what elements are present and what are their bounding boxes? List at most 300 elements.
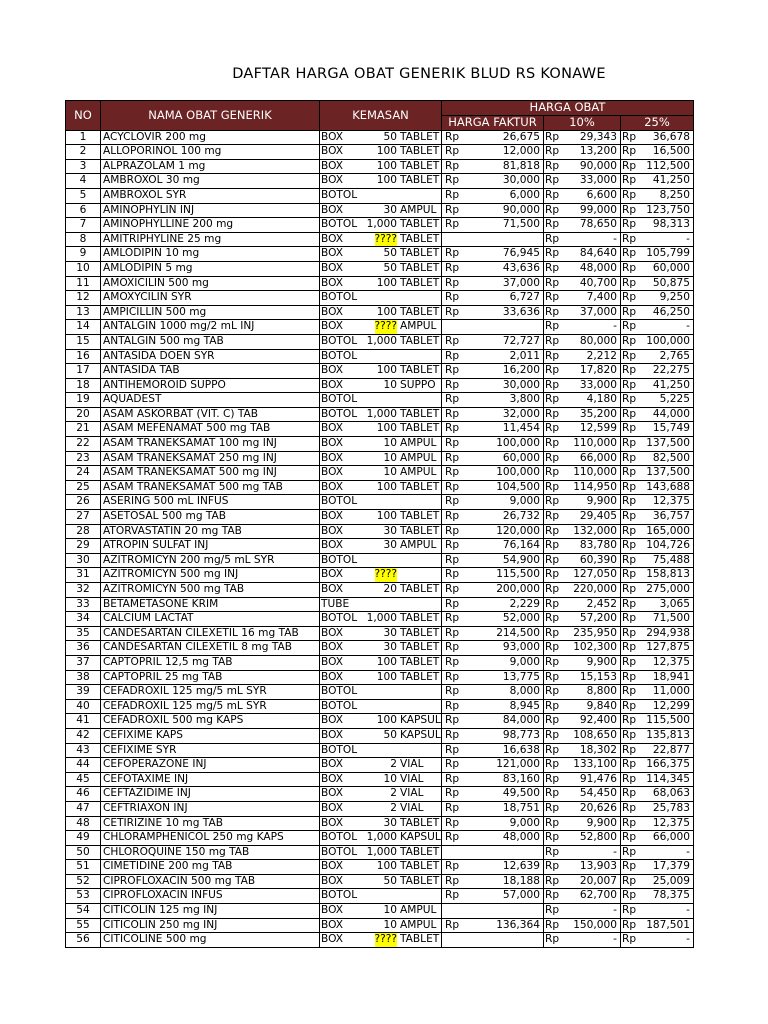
currency-label: Rp [545,583,560,595]
price-10pct-value: 8,800 [586,685,617,698]
price-25pct-cell [621,524,694,539]
table-row [66,174,694,189]
header-25pct: 25% [621,115,694,130]
currency-label: Rp [622,159,637,172]
package-unit: TABLET [400,247,440,260]
currency-label: Rp [622,495,637,508]
currency-label: Rp [622,378,637,391]
harga-faktur-value: 33,636 [502,305,540,318]
package-type: BOX [321,480,343,493]
price-10pct-value: 7,400 [586,291,617,304]
price-25pct-value: 104,726 [646,539,690,552]
drug-name: ASAM TRANEKSAMAT 500 mg TAB [101,480,320,495]
price-10pct-value: 33,000 [579,378,617,391]
harga-faktur-value: 30,000 [502,378,540,391]
row-no: 22 [66,437,101,452]
package-qty: 10 [383,904,397,917]
package-unit: VIAL [400,787,424,800]
package-qty: 1,000 [366,845,397,858]
row-no: 16 [66,349,101,364]
price-10pct-cell [544,685,621,700]
package-type: BOX [321,816,343,829]
currency-label: Rp [622,743,637,756]
drug-name: ANTALGIN 500 mg TAB [101,334,320,349]
price-10pct-cell [544,933,621,948]
price-10pct-value: 18,302 [579,743,617,756]
package-type: BOX [321,655,343,668]
table-row [66,393,694,408]
price-25pct-cell [621,510,694,525]
packaging [320,612,442,627]
currency-label: Rp [445,539,460,552]
currency-label: Rp [445,334,460,347]
price-10pct-cell [544,291,621,306]
package-qty: 50 [383,728,397,741]
currency-label: Rp [622,539,637,552]
price-10pct-value: 62,700 [579,889,617,902]
package-qty: 100 [376,655,397,668]
price-10pct-cell [544,378,621,393]
price-25pct-cell [621,218,694,233]
price-25pct-cell [621,874,694,889]
price-10pct-value: 9,900 [586,816,617,829]
drug-name: CITICOLIN 250 mg INJ [101,918,320,933]
table-row [66,495,694,510]
row-no: 53 [66,889,101,904]
harga-faktur-cell [442,159,544,174]
package-type: BOTOL [321,845,358,858]
harga-faktur-cell [442,685,544,700]
package-qty: 100 [376,714,397,727]
price-25pct-cell [621,480,694,495]
currency-label: Rp [445,524,460,537]
package-unit: VIAL [400,772,424,785]
row-no: 44 [66,758,101,773]
price-10pct-value: 13,200 [579,145,617,158]
drug-name: AZITROMICYN 500 mg INJ [101,568,320,583]
row-no: 3 [66,159,101,174]
package-qty: ???? [374,933,397,946]
header-10pct: 10% [544,115,621,130]
package-type: BOX [321,874,343,887]
package-qty: 100 [376,510,397,523]
currency-label: Rp [622,655,637,668]
packaging [320,364,442,379]
price-25pct-value: 2,765 [659,349,690,362]
harga-faktur-cell [442,495,544,510]
table-row [66,699,694,714]
price-25pct-cell [621,699,694,714]
table-row [66,159,694,174]
price-25pct-cell [621,422,694,437]
price-10pct-cell [544,568,621,583]
currency-label: Rp [445,145,460,158]
drug-name: CEFTRIAXON INJ [101,801,320,816]
currency-label: Rp [445,364,460,377]
packaging [320,524,442,539]
price-25pct-value: 115,500 [646,714,690,727]
price-25pct-value: 100,000 [646,334,690,347]
price-10pct-cell [544,612,621,627]
currency-label: Rp [545,247,560,260]
package-unit: TABLET [400,626,440,639]
price-10pct-value: 9,900 [586,655,617,668]
package-unit: AMPUL [400,904,437,917]
package-unit: AMPUL [400,320,437,333]
price-25pct-value: 25,783 [652,801,690,814]
package-unit: VIAL [400,801,424,814]
harga-faktur-cell [442,218,544,233]
currency-label: Rp [622,918,637,931]
currency-label: Rp [545,918,560,931]
price-25pct-value: 127,875 [646,641,690,654]
packaging [320,641,442,656]
price-25pct-cell [621,801,694,816]
packaging [320,845,442,860]
package-type: BOX [321,728,343,741]
price-25pct-value: 123,750 [646,203,690,216]
row-no: 42 [66,728,101,743]
price-25pct-value: 41,250 [652,378,690,391]
price-10pct-value: 114,950 [573,480,617,493]
row-no: 41 [66,714,101,729]
currency-label: Rp [545,174,560,187]
currency-label: Rp [445,349,460,362]
price-10pct-cell [544,247,621,262]
drug-name: CANDESARTAN CILEXETIL 16 mg TAB [101,626,320,641]
drug-name: CANDESARTAN CILEXETIL 8 mg TAB [101,641,320,656]
price-25pct-value: 8,250 [659,188,690,201]
table-row [66,772,694,787]
packaging [320,597,442,612]
table-row [66,539,694,554]
price-10pct-value: 102,300 [573,641,617,654]
packaging [320,203,442,218]
currency-label: Rp [445,305,460,318]
table-row [66,597,694,612]
harga-faktur-cell [442,889,544,904]
package-type: BOX [321,203,343,216]
packaging [320,145,442,160]
currency-label: Rp [445,451,460,464]
row-no: 17 [66,364,101,379]
table-row [66,626,694,641]
package-qty: 100 [376,159,397,172]
price-10pct-value: 33,000 [579,174,617,187]
currency-label: Rp [545,320,560,333]
drug-name: ASAM TRANEKSAMAT 100 mg INJ [101,437,320,452]
price-10pct-value: 127,050 [573,568,617,581]
drug-name: AMOXICILIN 500 mg [101,276,320,291]
packaging [320,480,442,495]
currency-label: Rp [622,349,637,362]
price-25pct-cell [621,320,694,335]
price-25pct-cell [621,918,694,933]
price-10pct-cell [544,232,621,247]
price-25pct-value: 11,000 [652,685,690,698]
price-10pct-cell [544,670,621,685]
currency-label: Rp [445,670,460,683]
price-25pct-value: 36,678 [652,130,690,143]
package-type: BOX [321,364,343,377]
currency-label: Rp [445,641,460,654]
package-type: BOX [321,568,343,581]
table-row [66,933,694,948]
price-25pct-value: 275,000 [646,583,690,595]
header-kemasan: KEMASAN [320,101,442,131]
currency-label: Rp [622,670,637,683]
price-10pct-cell [544,305,621,320]
price-25pct-cell [621,451,694,466]
table-row [66,437,694,452]
package-type: BOX [321,130,343,143]
drug-name: CAPTOPRIL 12,5 mg TAB [101,655,320,670]
currency-label: Rp [445,918,460,931]
price-25pct-cell [621,407,694,422]
price-10pct-cell [544,758,621,773]
currency-label: Rp [445,130,460,143]
currency-label: Rp [622,874,637,887]
price-25pct-cell [621,904,694,919]
drug-name: CITICOLINE 500 mg [101,933,320,948]
currency-label: Rp [545,261,560,274]
packaging [320,188,442,203]
drug-name: ANTIHEMOROID SUPPO [101,378,320,393]
package-unit: TABLET [400,364,440,377]
price-10pct-cell [544,641,621,656]
price-10pct-cell [544,276,621,291]
price-10pct-value: 13,903 [579,860,617,873]
packaging [320,174,442,189]
package-unit: TABLET [400,583,440,595]
harga-faktur-value: 2,011 [509,349,540,362]
row-no: 46 [66,787,101,802]
harga-faktur-value: 90,000 [502,203,540,216]
currency-label: Rp [545,276,560,289]
currency-label: Rp [622,933,637,946]
packaging [320,568,442,583]
table-row [66,130,694,145]
harga-faktur-value: 52,000 [502,612,540,625]
package-unit: TABLET [400,145,440,158]
harga-faktur-value: 72,727 [502,334,540,347]
package-qty: 10 [383,918,397,931]
package-qty: 30 [383,816,397,829]
currency-label: Rp [545,904,560,917]
currency-label: Rp [545,670,560,683]
drug-name: CIMETIDINE 200 mg TAB [101,860,320,875]
row-no: 13 [66,305,101,320]
row-no: 37 [66,655,101,670]
price-10pct-cell [544,831,621,846]
package-qty: 100 [376,422,397,435]
package-unit: SUPPO [400,378,436,391]
row-no: 24 [66,466,101,481]
currency-label: Rp [445,874,460,887]
price-10pct-cell [544,904,621,919]
price-10pct-value: 29,405 [579,510,617,523]
table-row [66,510,694,525]
currency-label: Rp [445,422,460,435]
currency-label: Rp [622,583,637,595]
table-row [66,466,694,481]
harga-faktur-cell [442,524,544,539]
price-10pct-cell [544,816,621,831]
package-type: BOX [321,437,343,450]
row-no: 49 [66,831,101,846]
price-25pct-cell [621,291,694,306]
price-25pct-cell [621,305,694,320]
price-10pct-value: 66,000 [579,451,617,464]
table-row [66,261,694,276]
harga-faktur-cell [442,539,544,554]
harga-faktur-value: 6,727 [509,291,540,304]
package-type: BOTOL [321,889,358,902]
price-25pct-value: - [686,933,690,946]
table-row [66,655,694,670]
package-unit: TABLET [400,874,440,887]
drug-name: CETIRIZINE 10 mg TAB [101,816,320,831]
currency-label: Rp [445,655,460,668]
price-25pct-cell [621,437,694,452]
harga-faktur-cell [442,670,544,685]
harga-faktur-cell [442,655,544,670]
row-no: 6 [66,203,101,218]
package-unit: TABLET [400,159,440,172]
table-row [66,904,694,919]
price-25pct-cell [621,364,694,379]
harga-faktur-value: 48,000 [502,831,540,844]
package-qty: 100 [376,276,397,289]
price-10pct-value: 40,700 [579,276,617,289]
row-no: 5 [66,188,101,203]
price-10pct-cell [544,261,621,276]
package-type: BOX [321,232,343,245]
harga-faktur-cell [442,188,544,203]
harga-faktur-cell [442,612,544,627]
price-10pct-cell [544,334,621,349]
package-type: BOX [321,247,343,260]
package-type: BOX [321,904,343,917]
package-qty: 10 [383,772,397,785]
price-25pct-cell [621,466,694,481]
table-row [66,758,694,773]
packaging [320,422,442,437]
currency-label: Rp [545,159,560,172]
price-25pct-cell [621,714,694,729]
package-unit: TABLET [400,261,440,274]
package-type: BOX [321,787,343,800]
package-qty: 100 [376,174,397,187]
drug-name: CEFIXIME KAPS [101,728,320,743]
currency-label: Rp [445,378,460,391]
drug-name: AMLODIPIN 10 mg [101,247,320,262]
currency-label: Rp [545,203,560,216]
currency-label: Rp [545,728,560,741]
currency-label: Rp [445,188,460,201]
currency-label: Rp [545,568,560,581]
price-10pct-value: 20,007 [579,874,617,887]
currency-label: Rp [545,145,560,158]
price-25pct-cell [621,393,694,408]
price-10pct-cell [544,714,621,729]
table-row [66,305,694,320]
harga-faktur-cell [442,174,544,189]
harga-faktur-value: 57,000 [502,889,540,902]
harga-faktur-cell [442,364,544,379]
price-10pct-value: - [613,845,617,858]
currency-label: Rp [622,364,637,377]
harga-faktur-cell [442,816,544,831]
drug-name: ASAM TRANEKSAMAT 500 mg INJ [101,466,320,481]
harga-faktur-cell [442,451,544,466]
price-25pct-cell [621,539,694,554]
harga-faktur-value: 32,000 [502,407,540,420]
packaging [320,334,442,349]
row-no: 39 [66,685,101,700]
price-25pct-cell [621,188,694,203]
price-10pct-value: 9,840 [586,699,617,712]
package-qty: 1,000 [366,218,397,231]
packaging [320,626,442,641]
drug-name: ANTASIDA DOEN SYR [101,349,320,364]
package-type: BOX [321,305,343,318]
row-no: 27 [66,510,101,525]
price-10pct-cell [544,407,621,422]
package-type: BOX [321,320,343,333]
currency-label: Rp [445,247,460,260]
package-qty: 50 [383,130,397,143]
currency-label: Rp [445,728,460,741]
package-unit: TABLET [400,816,440,829]
packaging [320,728,442,743]
harga-faktur-value: 200,000 [496,583,540,595]
package-qty: 100 [376,860,397,873]
row-no: 54 [66,904,101,919]
price-10pct-value: 83,780 [579,539,617,552]
price-25pct-cell [621,247,694,262]
harga-faktur-value: 9,000 [509,495,540,508]
packaging [320,714,442,729]
price-25pct-value: 17,379 [652,860,690,873]
price-10pct-cell [544,655,621,670]
table-row [66,612,694,627]
currency-label: Rp [622,305,637,318]
price-25pct-cell [621,553,694,568]
packaging [320,553,442,568]
package-qty: 30 [383,539,397,552]
currency-label: Rp [545,218,560,231]
package-unit: TABLET [400,612,440,625]
packaging [320,539,442,554]
package-qty: 100 [376,305,397,318]
currency-label: Rp [545,407,560,420]
price-10pct-cell [544,364,621,379]
row-no: 30 [66,553,101,568]
currency-label: Rp [445,889,460,902]
harga-faktur-value: 30,000 [502,174,540,187]
row-no: 55 [66,918,101,933]
table-row [66,232,694,247]
currency-label: Rp [445,553,460,566]
package-qty: 100 [376,364,397,377]
row-no: 25 [66,480,101,495]
drug-name: CITICOLIN 125 mg INJ [101,904,320,919]
packaging [320,510,442,525]
harga-faktur-value: 49,500 [502,787,540,800]
harga-faktur-cell [442,145,544,160]
package-type: BOX [321,860,343,873]
